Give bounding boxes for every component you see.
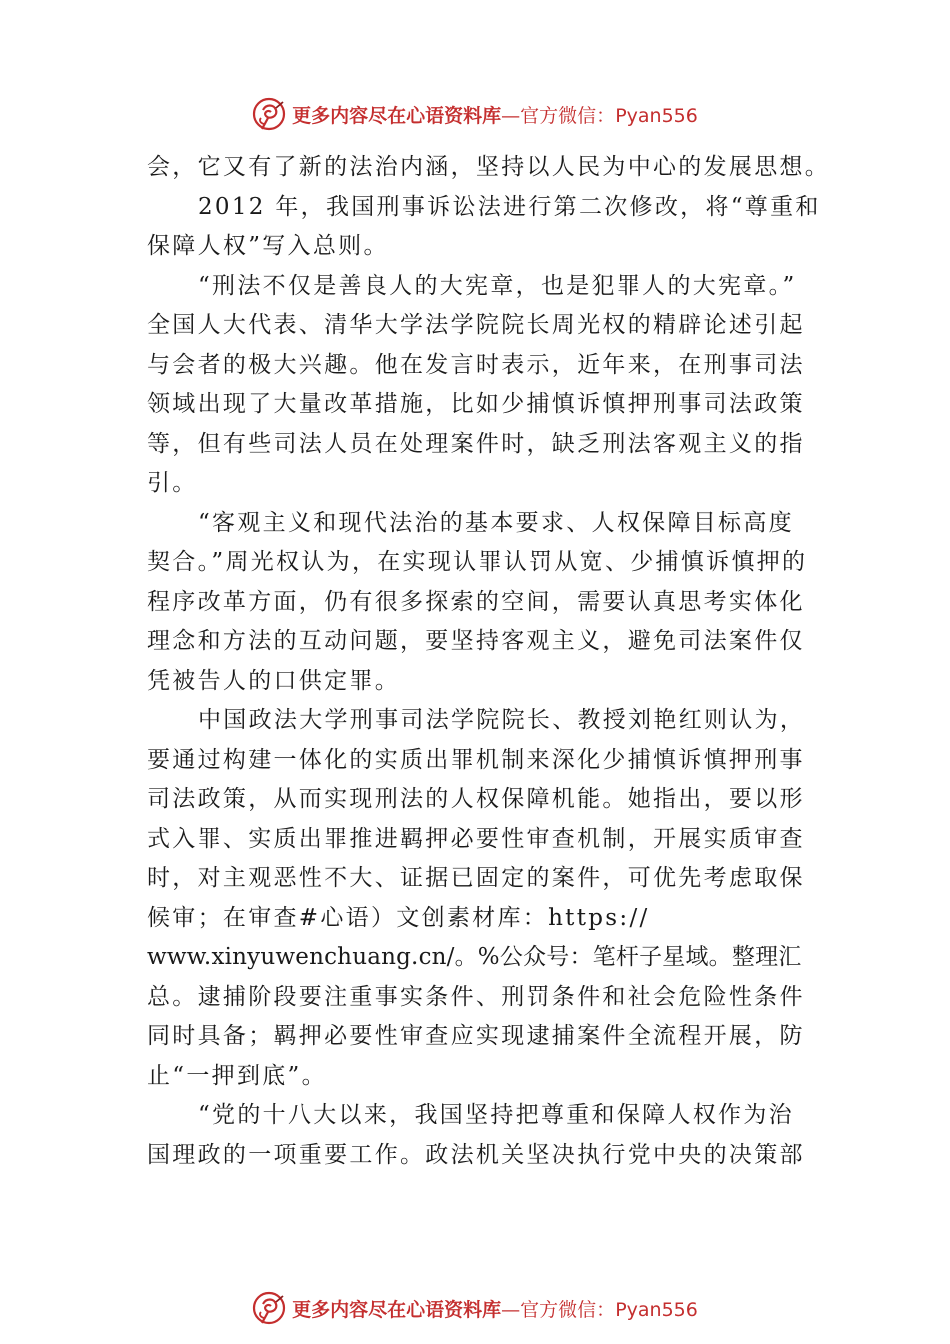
text-line: 中国政法大学刑事司法学院院长、教授刘艳红则认为， [198,707,806,733]
text-line: 式入罪、实质出罪推进羁押必要性审查机制，开展实质审查 [147,825,805,852]
text-line-url: www.xinyuwenchuang.cn/。%公众号：笔杆子星域。整理汇 [147,944,802,970]
paragraph-3 [147,267,827,504]
text-line: 会，它又有了新的法治内涵，坚持以人民为中心的发展思想。 [147,154,831,180]
text-line: 契合。”周光权认为，在实现认罪认罚从宽、少捕慎诉慎押的 [147,549,808,575]
text-line: 候审；在审查#心语）文创素材库：https:// [147,904,650,931]
text-line: “客观主义和现代法治的基本要求、人权保障目标高度 [198,509,794,536]
text-line: 止“一押到底”。 [147,1062,327,1089]
text-line: 等，但有些司法人员在处理案件时，缺乏刑法客观主义的指 [147,430,805,457]
footer-banner-id: Pyan556 [615,1298,698,1321]
text-line: 时，对主观恶性不大、证据已固定的案件，可优先考虑取保 [147,865,805,891]
header-banner [0,94,950,134]
text-line: 与会者的极大兴趣。他在发言时表示，近年来，在刑事司法 [147,351,805,378]
footer-banner-main: 更多内容尽在心语资料库 [292,1298,502,1321]
text-line: 凭被告人的口供定罪。 [147,667,400,694]
text-line: 2012 年，我国刑事诉讼法进行第二次修改，将“尊重和 [198,193,821,220]
footer-banner-text [292,1295,698,1322]
text-line: “刑法不仅是善良人的大宪章，也是犯罪人的大宪章。” [198,272,797,299]
document-body [147,148,831,1175]
text-line: 同时具备；羁押必要性审查应实现逮捕案件全流程开展，防 [147,1023,805,1049]
paragraph-1 [147,148,831,188]
text-line: 程序改革方面，仍有很多探索的空间，需要认真思考实体化 [147,588,805,615]
text-line: 保障人权”写入总则。 [147,233,389,259]
text-line: 司法政策，从而实现刑法的人权保障机能。她指出，要以形 [147,786,805,812]
header-banner-text [292,101,698,128]
paragraph-6 [147,1096,827,1175]
text-line: 引。 [147,470,198,496]
paragraph-4 [147,504,827,702]
text-line: 总。逮捕阶段要注重事实条件、刑罚条件和社会危险性条件 [147,983,805,1010]
footer-banner [0,1288,950,1328]
text-line: 理念和方法的互动问题，要坚持客观主义，避免司法案件仅 [147,628,805,654]
text-line: “党的十八大以来，我国坚持把尊重和保障人权作为治 [198,1102,794,1128]
header-banner-dash: — [501,104,521,127]
paragraph-5 [147,701,827,1096]
paragraph-2 [147,188,827,267]
header-banner-main: 更多内容尽在心语资料库 [292,104,502,127]
text-line: 全国人大代表、清华大学法学院院长周光权的精辟论述引起 [147,312,805,338]
rose-logo-icon [252,96,288,132]
header-banner-official: 官方微信： [520,104,616,127]
text-line: 要通过构建一体化的实质出罪机制来深化少捕慎诉慎押刑事 [147,746,805,773]
footer-banner-dash: — [501,1298,521,1321]
footer-banner-official: 官方微信： [520,1298,616,1321]
rose-logo-icon [252,1290,288,1326]
text-line: 国理政的一项重要工作。政法机关坚决执行党中央的决策部 [147,1141,805,1168]
text-line: 领域出现了大量改革措施，比如少捕慎诉慎押刑事司法政策 [147,391,805,417]
header-banner-id: Pyan556 [615,104,698,127]
